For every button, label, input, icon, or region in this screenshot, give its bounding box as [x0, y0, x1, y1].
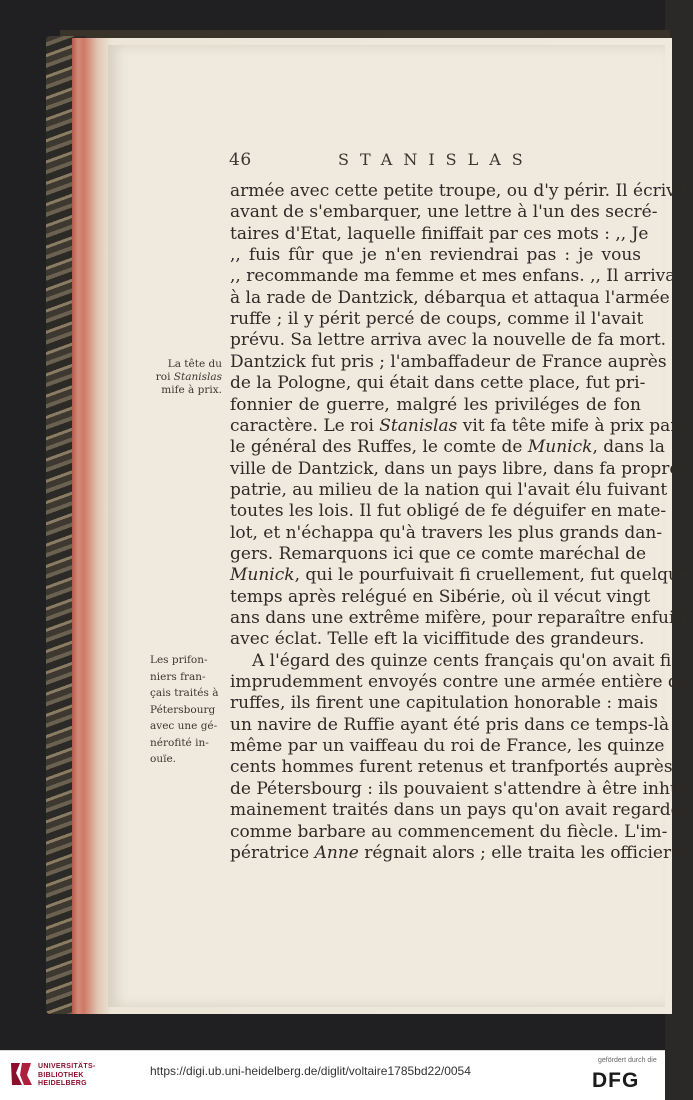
margin-note-line: avec une gé-: [150, 720, 218, 732]
viewer-footer: [0, 1050, 665, 1100]
margin-note-line: çais traités à: [150, 687, 219, 699]
text-line: avec éclat. Telle eft la viciffitude des grandeurs.: [230, 629, 645, 650]
text-line: Munick, qui le pourfuivait fi cruellement, fut quelque: [230, 565, 690, 586]
text-line: ruffe ; il y périt percé de coups, comme il l'avait: [230, 309, 644, 330]
text-line: A l'égard des quinze cents français qu'on avait fi: [252, 650, 672, 671]
text-line: armée avec cette petite troupe, ou d'y périr. Il écrivit,: [230, 181, 693, 201]
dfg-logo: DFG: [592, 1069, 640, 1092]
text-line: un navire de Ruffie ayant été pris dans ce temps-là: [230, 714, 670, 735]
funding-note: gefördert durch die: [598, 1057, 657, 1064]
university-library-logo-icon: [8, 1059, 34, 1089]
text-line: temps après relégué en Sibérie, où il vécut vingt: [230, 586, 651, 607]
margin-note-line: roi Stanislas: [155, 371, 222, 383]
text-line: patrie, au milieu de la nation qui l'avait élu fuivant: [230, 479, 668, 500]
margin-note-line: ouïe.: [150, 753, 176, 765]
text-line: Dantzick fut pris ; l'ambaffadeur de France auprès: [230, 351, 667, 372]
library-name-line: UNIVERSITÄTS-: [38, 1063, 96, 1070]
text-line: pératrice Anne régnait alors ; elle traita les officiers: [230, 842, 680, 863]
margin-note-line: niers fran-: [150, 670, 206, 683]
text-line: cents hommes furent retenus et tranfportés auprès: [230, 757, 673, 778]
margin-note-line: Les prifon-: [150, 654, 208, 666]
text-line: toutes les lois. Il fut obligé de fe déguifer en mate-: [230, 501, 667, 522]
library-name-line: HEIDELBERG: [38, 1080, 87, 1087]
text-line: imprudemment envoyés contre une armée entière de: [230, 672, 689, 693]
text-line: de Pétersbourg : ils pouvaient s'attendre à être inhu-: [230, 778, 687, 799]
text-line: caractère. Le roi Stanislas vit fa tête mife à prix par: [230, 415, 679, 436]
text-line: comme barbare au commencement du fiècle. L'im-: [230, 821, 668, 842]
text-line: prévu. Sa lettre arriva avec la nouvelle de fa mort.: [230, 330, 667, 351]
text-line: avant de s'embarquer, une lettre à l'un des secré-: [230, 202, 658, 223]
text-line: mainement traités dans un pays qu'on avait regardé: [230, 800, 681, 821]
margin-note-line: Pétersbourg: [150, 703, 216, 716]
text-line: ans dans une extrême mifère, pour reparaître enfuite: [230, 608, 692, 628]
text-line: taires d'Etat, laquelle finiffait par ces mots : ,, Je: [230, 223, 649, 244]
text-line: à la rade de Dantzick, débarqua et attaqua l'armée: [230, 287, 670, 308]
text-line: de la Pologne, qui était dans cette place, fut pri-: [230, 373, 646, 394]
text-line: ville de Dantzick, dans un pays libre, dans fa propre: [230, 458, 680, 479]
text-line: gers. Remarquons ici que ce comte maréchal de: [230, 543, 647, 564]
margin-note-line: nérofité in-: [150, 736, 209, 749]
permalink-url[interactable]: https://digi.ub.uni-heidelberg.de/diglit/voltaire1785bd22/0054: [150, 1064, 471, 1078]
text-line: lot, et n'échappa qu'à travers les plus grands dan-: [230, 522, 663, 543]
page-number: 46: [229, 150, 252, 170]
text-line: même par un vaiffeau du roi de France, les quinze: [230, 736, 665, 757]
library-name: [38, 1063, 96, 1089]
text-line: ,, recommande ma femme et mes enfans. ,, Il arriva: [230, 266, 676, 287]
text-line: ruffes, ils firent une capitulation honorable : mais: [230, 693, 658, 714]
text-line: ,, fuis fûr que je n'en reviendrai pas : je vous: [230, 245, 641, 266]
text-line: le général des Ruffes, le comte de Munick, dans la: [230, 437, 665, 458]
margin-note-line: mife à prix.: [161, 384, 222, 396]
running-title: STANISLAS: [338, 150, 534, 169]
text-line: fonnier de guerre, malgré les priviléges de fon: [230, 394, 641, 415]
margin-note-line: La tête du: [167, 358, 222, 370]
library-name-line: BIBLIOTHEK: [38, 1071, 84, 1079]
